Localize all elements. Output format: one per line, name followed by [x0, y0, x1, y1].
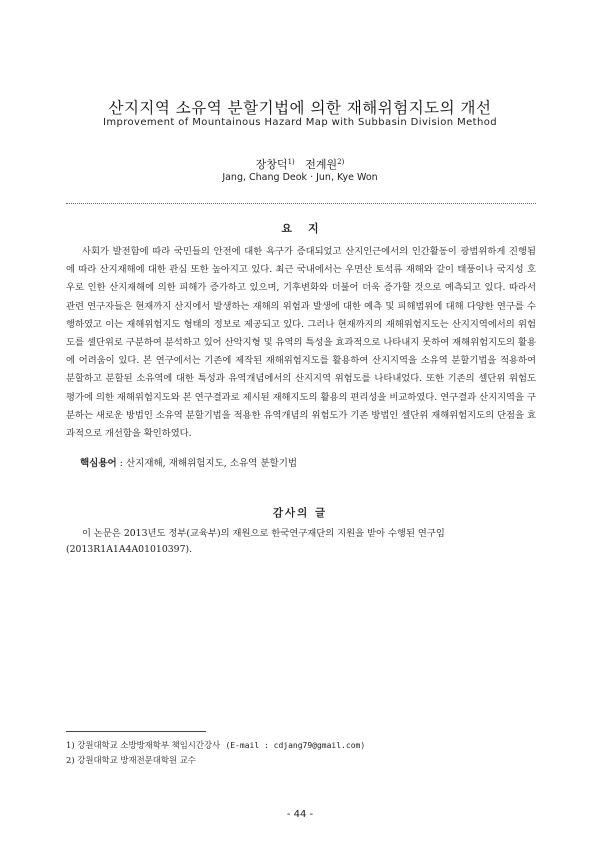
page-number: - 44 - — [286, 809, 314, 820]
footnotes — [66, 738, 536, 768]
keywords-list: 산지재해, 재해위험지도, 소유역 분할기법 — [125, 458, 298, 469]
abstract-heading: 요지 — [281, 222, 335, 235]
footnote-1-mark: 1) — [66, 740, 75, 750]
footnote-1-text: 강원대학교 소방방재학부 책임시간강사 — [77, 740, 221, 750]
footnote-divider — [66, 731, 206, 732]
paper-title-korean: 산지지역 소유역 분할기법에 의한 재해위험지도의 개선 — [108, 99, 492, 117]
author-1-name: 장창덕 — [255, 158, 288, 171]
footnote-1-email: (E-mail : cdjang79@gmail.com) — [225, 741, 366, 750]
keywords-label: 핵심용어 — [80, 458, 117, 469]
footnote-2-mark: 2) — [66, 755, 75, 765]
acknowledgement-body: 이 논문은 2013년도 정부(교육부)의 재원으로 한국연구재단의 지원을 받아 수행된 연구임(2013R1A1A4A01010397). — [66, 528, 445, 555]
author-1-footnote-mark: 1) — [287, 158, 295, 166]
acknowledgement-heading: 감사의 글 — [272, 507, 328, 519]
header-divider — [66, 203, 536, 204]
authors-english: Jang, Chang Deok · Jun, Kye Won — [222, 172, 378, 183]
footnote-2-text: 강원대학교 방재전문대학원 교수 — [77, 755, 196, 765]
keywords — [80, 455, 540, 469]
footnote-1 — [66, 738, 536, 753]
authors-korean — [0, 156, 600, 172]
author-2-footnote-mark: 2) — [337, 158, 345, 166]
abstract-body: 사회가 발전함에 따라 국민들의 안전에 대한 욕구가 증대되었고 산지인근에서의 인간활동이 광범위하게 진행됨에 따라 산지재해에 대한 관심 또한 높아지고 있다. 최근 국내에서는 우면산 토석류 재해와 같이 태풍이나 국지성 호우로 인한 산지재해에 의한 피해가 증가하고 있으며, 기후변화와 더불어 더욱 증가할 것으로 예측되고 있다. 따라서 관련 연구자들은 현재까지 산지에서 발생하는 재해의 위험과 발생에 대한 예측 및 피해범위에 대해 다양한 연구를 수행하였고 이는 재해위험지도 형태의 정보로 제공되고 있다. 그러나 현재까지의 재해위험지도는 산지지역에서의 위험도를 셀단위로 구분하여 분석하고 있어 산악지형 및 유역의 특성을 효과적으로 나타내지 못하여 재해위험지도의 활용에 어려움이 있다. 본 연구에서는 기존에 제작된 재해위험지도를 활용하여 산지지역을 소유역 분할기법을 적용하여 분할하고 분할된 소유역에 대한 특성과 유역개념에서의 산지지역 위험도를 나타내었다. 또한 기존의 셀단위 위험도 평가에 의한 재해위험지도와 본 연구결과로 제시된 재해지도의 활용의 편리성을 비교하였다. 연구결과 산지지역을 구분하는 새로운 방법인 소유역 분할기법을 적용한 유역개념의 위험도가 기존 방법인 셀단위 재해위험지도의 단점을 효과적으로 개선함을 확인하였다. — [66, 246, 536, 440]
footnote-2 — [66, 753, 536, 768]
author-2-name: 전계원 — [305, 158, 338, 171]
paper-title-english: Improvement of Mountainous Hazard Map with Subbasin Division Method — [103, 117, 497, 128]
keywords-separator: : — [116, 458, 126, 469]
